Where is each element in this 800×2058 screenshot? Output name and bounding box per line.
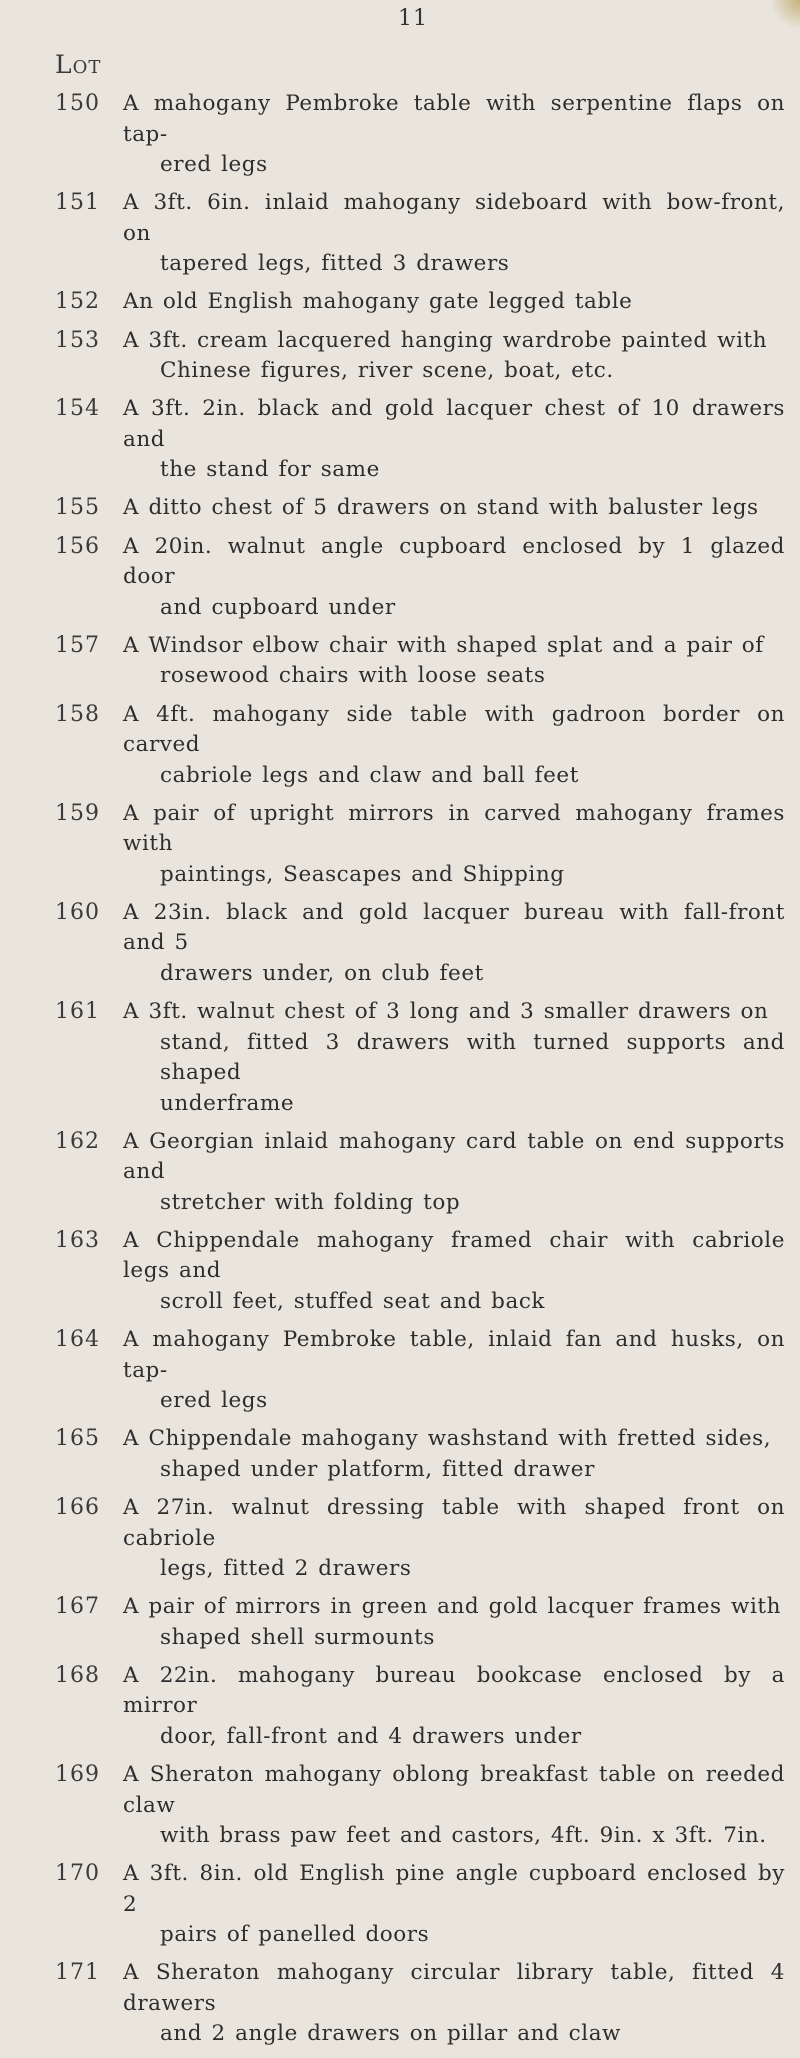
lot-entry	[0, 1592, 800, 1653]
lot-description	[123, 188, 800, 280]
lot-list	[0, 89, 800, 2058]
lot-description-line: ered legs	[160, 1388, 268, 1414]
lot-description-line: A 3ft. 8in. old English pine angle cupboard enclosed by 2	[123, 1861, 785, 1917]
lot-description-line: A 23in. black and gold lacquer bureau with fall-front and 5	[123, 899, 785, 956]
lot-description	[123, 1859, 800, 1951]
lot-description-line: underframe	[160, 1090, 295, 1116]
lot-description-line: and 2 angle drawers on pillar and claw	[160, 2021, 622, 2047]
lot-description	[123, 326, 800, 387]
lot-description-line: A Sheraton mahogany circular library table, fitted 4 drawers	[123, 1960, 785, 2016]
lot-description	[123, 1127, 800, 1219]
lot-number: 166	[55, 1495, 100, 1520]
lot-entry	[0, 997, 800, 1119]
lot-description	[123, 493, 800, 524]
lot-description	[123, 1325, 800, 1417]
lot-entry	[0, 1958, 800, 2050]
lot-description-line: scroll feet, stuffed seat and back	[160, 1288, 546, 1314]
lot-description-line: stretcher with folding top	[160, 1189, 461, 1215]
lot-column-header: Lot	[55, 50, 102, 79]
lot-description-line: tapered legs, fitted 3 drawers	[160, 251, 510, 277]
lot-description-line: with brass paw feet and castors, 4ft. 9in. x 3ft. 7in.	[160, 1823, 767, 1849]
lot-description-line: A pair of upright mirrors in carved mahogany frames with	[123, 800, 785, 857]
lot-description-line: A pair of mirrors in green and gold lacquer frames with	[123, 1594, 781, 1620]
lot-description-line: A 3ft. walnut chest of 3 long and 3 smaller drawers on	[123, 999, 769, 1025]
lot-description-line: ered legs	[160, 152, 268, 177]
lot-description-line: A 3ft. 6in. inlaid mahogany sideboard with bow-front, on	[123, 190, 785, 246]
lot-description-line: door, fall-front and 4 drawers under	[160, 1723, 582, 1749]
lot-description-line: A Windsor elbow chair with shaped splat and a pair of	[123, 632, 764, 658]
lot-entry	[0, 1493, 800, 1585]
lot-number: 160	[55, 899, 100, 925]
lot-description-line: An old English mahogany gate legged table	[123, 289, 633, 315]
lot-description	[123, 1760, 800, 1852]
lot-entry	[0, 1661, 800, 1753]
lot-entry	[0, 1760, 800, 1852]
lot-number: 155	[55, 495, 100, 521]
lot-description	[123, 898, 800, 990]
lot-entry	[0, 493, 800, 524]
lot-description-line: pairs of panelled doors	[160, 1922, 430, 1948]
lot-description	[123, 394, 800, 486]
lot-description-line: A 3ft. 2in. black and gold lacquer chest of 10 drawers and	[123, 396, 785, 452]
lot-number: 151	[55, 190, 100, 216]
lot-number: 163	[55, 1227, 100, 1253]
lot-description	[123, 1592, 800, 1653]
lot-description-line: A Sheraton mahogany oblong breakfast table on reeded claw	[123, 1762, 785, 1818]
page-number: 11	[398, 6, 428, 31]
lot-number: 154	[55, 396, 100, 422]
lot-description	[123, 700, 800, 792]
lot-description	[123, 631, 800, 692]
lot-description-line: A Georgian inlaid mahogany card table on end supports and	[123, 1128, 785, 1185]
lot-description-line: paintings, Seascapes and Shipping	[160, 861, 565, 887]
lot-description-line: A Chippendale mahogany washstand with fretted sides,	[123, 1426, 772, 1452]
lot-number: 157	[55, 632, 100, 658]
lot-description-line: A mahogany Pembroke table, inlaid fan and husks, on tap-	[123, 1327, 785, 1383]
lot-number: 170	[55, 1861, 100, 1887]
lot-entry	[0, 1424, 800, 1485]
lot-description-line: stand, fitted 3 drawers with turned supports and shaped	[160, 1029, 785, 1086]
lot-entry	[0, 1325, 800, 1417]
lot-entry	[0, 631, 800, 692]
lot-entry	[0, 394, 800, 486]
lot-number: 167	[55, 1594, 100, 1620]
lot-entry	[0, 89, 800, 181]
lot-number: 158	[55, 701, 100, 727]
lot-description-line: A ditto chest of 5 drawers on stand with baluster legs	[123, 495, 759, 521]
lot-description-line: the stand for same	[160, 457, 380, 483]
lot-entry	[0, 287, 800, 318]
lot-number: 161	[55, 999, 100, 1025]
page-corner-shading	[770, 0, 800, 30]
lot-number: 169	[55, 1762, 100, 1788]
lot-number: 164	[55, 1327, 100, 1353]
lot-description-line: A 27in. walnut dressing table with shaped front on cabriole	[123, 1495, 785, 1551]
lot-number: 156	[55, 533, 100, 559]
lot-entry	[0, 1127, 800, 1219]
lot-description-line: Chinese figures, river scene, boat, etc.	[160, 358, 614, 384]
lot-entry	[0, 532, 800, 624]
lot-description	[123, 1661, 800, 1753]
lot-description	[123, 1424, 800, 1485]
lot-entry	[0, 700, 800, 792]
lot-description-line: A mahogany Pembroke table with serpentine flaps on tap-	[123, 91, 785, 147]
lot-description-line: cabriole legs and claw and ball feet	[160, 762, 579, 788]
lot-description-line: A 20in. walnut angle cupboard enclosed by 1 glazed door	[123, 533, 785, 590]
lot-description	[123, 799, 800, 891]
lot-description-line: and cupboard under	[160, 594, 396, 620]
lot-number: 152	[55, 289, 100, 315]
lot-description	[123, 1493, 800, 1585]
lot-entry	[0, 1226, 800, 1318]
lot-description	[123, 997, 800, 1119]
lot-description-line: shaped under platform, fitted drawer	[160, 1456, 595, 1482]
lot-number: 150	[55, 91, 100, 116]
lot-description	[123, 532, 800, 624]
lot-number: 168	[55, 1662, 100, 1688]
lot-entry	[0, 1859, 800, 1951]
lot-description	[123, 1958, 800, 2050]
lot-number: 171	[55, 1960, 100, 1986]
lot-description	[123, 287, 800, 318]
lot-description-line: A 22in. mahogany bureau bookcase enclosed by a mirror	[123, 1662, 785, 1719]
lot-description-line: drawers under, on club feet	[160, 960, 484, 986]
lot-entry	[0, 326, 800, 387]
lot-description-line: A 4ft. mahogany side table with gadroon border on carved	[123, 701, 785, 757]
lot-description-line: legs, fitted 2 drawers	[160, 1556, 412, 1581]
lot-description-line: shaped shell surmounts	[160, 1624, 435, 1650]
lot-description-line: A 3ft. cream lacquered hanging wardrobe painted with	[123, 327, 768, 353]
lot-entry	[0, 799, 800, 891]
lot-description-line: A Chippendale mahogany framed chair with cabriole legs and	[123, 1227, 785, 1284]
lot-number: 162	[55, 1128, 100, 1154]
lot-entry	[0, 188, 800, 280]
lot-description	[123, 1226, 800, 1318]
lot-number: 165	[55, 1426, 100, 1452]
lot-entry	[0, 898, 800, 990]
lot-description-line: rosewood chairs with loose seats	[160, 663, 546, 689]
lot-number: 159	[55, 800, 100, 826]
lot-number: 153	[55, 327, 100, 353]
lot-description	[123, 89, 800, 181]
